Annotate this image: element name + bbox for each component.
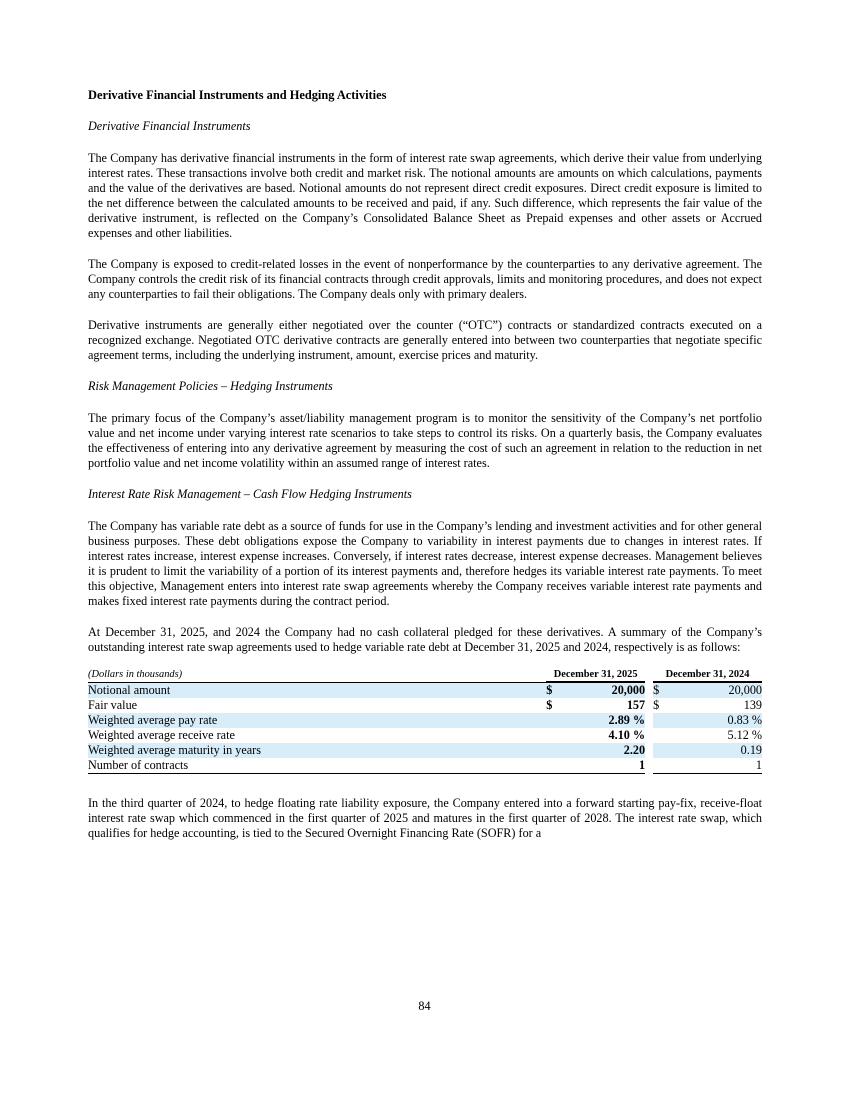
value-2024: 20,000 (672, 682, 762, 698)
column-header-2024: December 31, 2024 (653, 669, 762, 682)
value-2025: 157 (626, 698, 646, 712)
subheading-derivative-instruments: Derivative Financial Instruments (88, 119, 251, 133)
subheading-cash-flow-hedging: Interest Rate Risk Management – Cash Flow Hedging Instruments (88, 487, 412, 501)
table-row (88, 758, 762, 774)
table-header-row (88, 669, 762, 682)
value-2024: 5.12 % (727, 728, 762, 742)
paragraph: At December 31, 2025, and 2024 the Company had no cash collateral pledged for these derivatives. A summary of the Company’s outstanding interest rate swap agreements used to hedge variable rate debt at December 31, 2025 and 2024, respectively is as follows: (88, 625, 762, 654)
paragraph: The Company has variable rate debt as a source of funds for use in the Company’s lending and investment activities and for other general business purposes. These debt obligations expose the Company to variability in interest payments due to changes in interest rates. If interest rates increase, interest expense increases. Conversely, if interest rates decrease, interest expense decreases. Management believes it is prudent to limit the variability of a portion of its interest payments and, therefore hedges its variable interest rate payments. To meet this objective, Management enters into interest rate swap agreements whereby the Company receives variable interest rate payments and makes fixed interest rate payments during the contract period. (88, 519, 762, 608)
row-label: Weighted average receive rate (88, 728, 235, 742)
currency-2025: $ (546, 698, 553, 712)
value-2025: 2.89 % (565, 713, 645, 728)
value-2025: 1 (565, 758, 645, 774)
currency-2024 (653, 728, 672, 743)
value-2024: 139 (743, 698, 762, 712)
value-2025: 20,000 (565, 682, 645, 698)
swap-summary-table (88, 669, 762, 774)
row-label: Notional amount (88, 682, 546, 698)
value-2025: 2.20 (565, 743, 645, 758)
column-header-2025: December 31, 2025 (546, 669, 645, 682)
row-label: Number of contracts (88, 758, 546, 774)
currency-2025 (546, 758, 565, 774)
page-number: 84 (418, 999, 431, 1013)
currency-2024: $ (653, 698, 660, 712)
row-label: Weighted average pay rate (88, 713, 546, 728)
paragraph: Derivative instruments are generally either negotiated over the counter (“OTC”) contracts or standardized contracts executed on a recognized exchange. Negotiated OTC derivative contracts are generally entered into between two counterparties that negotiate specific agreement terms, including the underlying instrument, amount, exercise prices and maturity. (88, 318, 762, 362)
closing-paragraph: In the third quarter of 2024, to hedge floating rate liability exposure, the Company entered into a forward starting pay-fix, receive-float interest rate swap which commenced in the first quarter of 2025 and matures in the first quarter of 2028. The interest rate swap, which qualifies for hedge accounting, is tied to the Secured Overnight Financing Rate (SOFR) for a (88, 796, 762, 840)
value-2024: 0.83 % (672, 713, 762, 728)
table-row (88, 698, 762, 713)
value-2024: 1 (672, 758, 762, 774)
subheading-risk-management: Risk Management Policies – Hedging Instruments (88, 379, 333, 393)
row-label: Weighted average maturity in years (88, 743, 546, 758)
paragraph: The Company is exposed to credit-related losses in the event of nonperformance by the counterparties to any derivative agreement. The Company controls the credit risk of its financial contracts through credit approvals, limits and monitoring procedures, and does not expect any counterparties to fail their obligations. The Company deals only with primary dealers. (88, 257, 762, 301)
paragraph: The primary focus of the Company’s asset/liability management program is to monitor the sensitivity of the Company’s net portfolio value and net income under varying interest rate scenarios to take steps to control its risks. On a quarterly basis, the Company evaluates the effectiveness of entering into any derivative agreement by measuring the cost of such an agreement in relation to the reduction in net portfolio value and net income volatility within an assumed range of interest rates. (88, 411, 762, 470)
value-2024: 0.19 (672, 743, 762, 758)
currency-2025: $ (546, 682, 565, 698)
table-row (88, 728, 762, 743)
currency-2025 (546, 713, 565, 728)
currency-2024 (653, 743, 672, 758)
currency-2025 (546, 728, 565, 743)
currency-2025 (546, 743, 565, 758)
value-2025: 4.10 % (608, 728, 646, 742)
document-page (88, 88, 762, 841)
currency-2024 (653, 713, 672, 728)
paragraph: The Company has derivative financial instruments in the form of interest rate swap agreements, which derive their value from underlying interest rates. These transactions involve both credit and market risk. The notional amounts are amounts on which calculations, payments and the value of the derivatives are based. Notional amounts do not represent direct credit exposures. Direct credit exposure is limited to the net difference between the calculated amounts to be received and paid, if any. Such difference, which represents the fair value of the derivative instrument, is reflected on the Company’s Consolidated Balance Sheet as Prepaid expenses and other assets or Accrued expenses and other liabilities. (88, 151, 762, 240)
unit-label: (Dollars in thousands) (88, 669, 546, 682)
section-heading: Derivative Financial Instruments and Hedging Activities (88, 88, 387, 102)
currency-2024: $ (653, 682, 672, 698)
currency-2024 (653, 758, 672, 774)
row-label: Fair value (88, 698, 138, 712)
table-row (88, 682, 762, 698)
table-row (88, 743, 762, 758)
table-row (88, 713, 762, 728)
